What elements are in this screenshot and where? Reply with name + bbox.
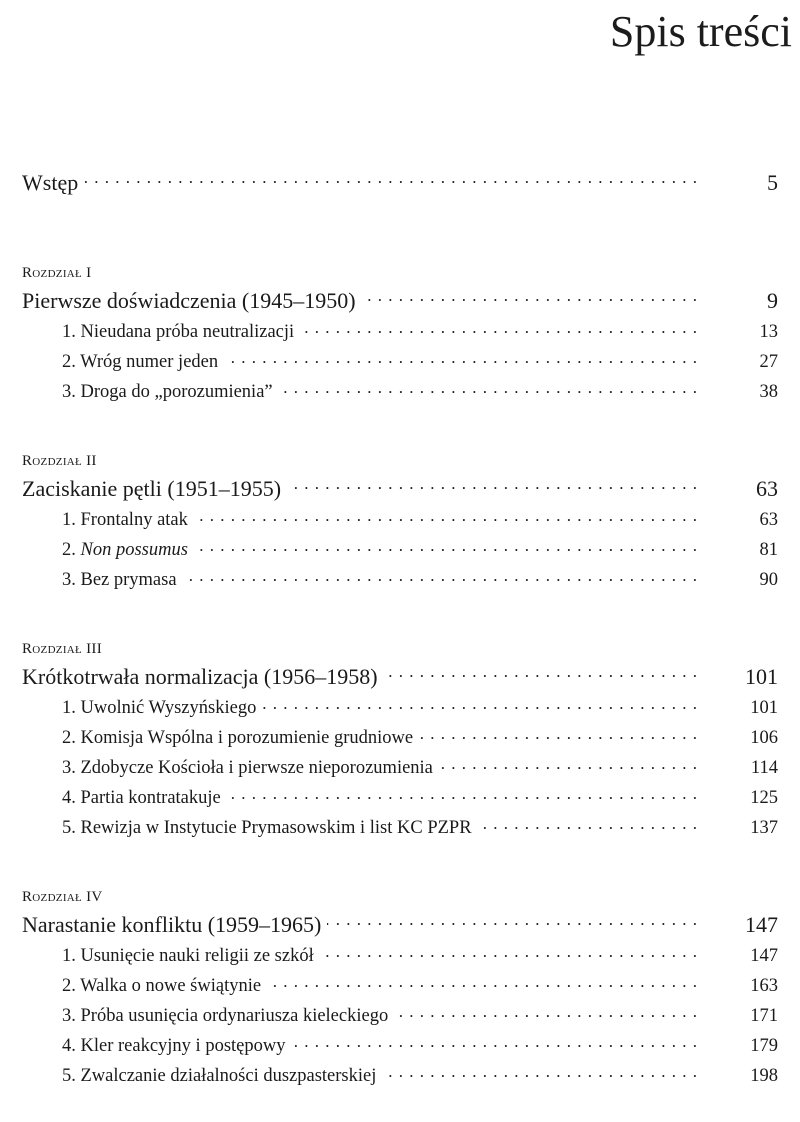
toc-entry-label: 2. Walka o nowe świątynie — [62, 975, 262, 996]
chapter-block — [22, 636, 782, 844]
toc-section-entry[interactable] — [22, 506, 782, 536]
section-number: 2. — [62, 539, 81, 560]
toc-entry-label: 1. Usunięcie nauki religii ze szkół — [62, 945, 314, 966]
toc-entry-page: 63 — [759, 509, 778, 530]
toc-section-entry[interactable] — [22, 1062, 782, 1092]
toc-entry-label: Narastanie konfliktu (1959–1965) — [22, 912, 322, 937]
toc-entry-intro[interactable] — [22, 168, 782, 202]
toc-entry-label: 5. Zwalczanie działalności duszpasterskiej — [62, 1065, 377, 1086]
toc-section-entry[interactable] — [22, 754, 782, 784]
toc-entry-page: 198 — [750, 1065, 778, 1086]
toc-section-entry[interactable] — [22, 1002, 782, 1032]
dot-leader — [300, 318, 698, 337]
chapter-block — [22, 448, 782, 596]
toc-entry-page: 137 — [750, 817, 778, 838]
toc-entry-label: 4. Kler reakcyjny i postępowy — [62, 1035, 286, 1056]
toc-section-entry[interactable] — [22, 694, 782, 724]
toc-chapter-entry[interactable] — [22, 662, 782, 694]
toc-entry-page: 5 — [767, 170, 778, 195]
toc-entry-label: Wstęp — [22, 170, 79, 195]
toc-entry-label: 3. Próba usunięcia ordynariusza kieleckiego — [62, 1005, 389, 1026]
toc-section-entry[interactable] — [22, 318, 782, 348]
toc-entry-label: Krótkotrwała normalizacja (1956–1958) — [22, 664, 378, 689]
dot-leader — [183, 566, 698, 585]
chapter-label: Rozdział II — [22, 453, 97, 469]
toc-entry-page: 13 — [759, 321, 778, 342]
toc-entry-page: 114 — [750, 757, 778, 778]
dot-leader — [267, 972, 698, 991]
toc-entry-page: 179 — [750, 1035, 778, 1056]
toc-chapter-entry[interactable] — [22, 474, 782, 506]
toc-section-entry[interactable] — [22, 942, 782, 972]
toc-section-entry[interactable] — [22, 378, 782, 408]
dot-leader — [439, 754, 698, 773]
toc-entry-page: 106 — [750, 727, 778, 748]
dot-leader — [262, 694, 698, 713]
dot-leader — [194, 536, 698, 555]
toc-entry-label: 1. Frontalny atak — [62, 509, 188, 530]
toc-entry-page: 90 — [759, 569, 778, 590]
dot-leader — [224, 348, 698, 367]
toc-chapter-entry[interactable] — [22, 910, 782, 942]
toc-entry-page: 81 — [759, 539, 778, 560]
toc-entry-page: 147 — [750, 945, 778, 966]
toc-entry-label: 2. Wróg numer jeden — [62, 351, 219, 372]
toc-section-entry[interactable] — [22, 348, 782, 378]
toc-section-entry[interactable] — [22, 566, 782, 596]
toc-section-entry[interactable] — [22, 1032, 782, 1062]
toc-entry-label: Zaciskanie pętli (1951–1955) — [22, 476, 282, 501]
table-of-contents — [22, 168, 782, 1092]
toc-entry-page: 101 — [745, 664, 778, 689]
dot-leader — [382, 1062, 698, 1081]
toc-entry-label: 5. Rewizja w Instytucie Prymasowskim i list KC PZPR — [62, 817, 472, 838]
toc-entry-label: Pierwsze doświadczenia (1945–1950) — [22, 288, 356, 313]
toc-entry-label: 3. Droga do „porozumienia” — [62, 381, 273, 402]
chapter-block — [22, 260, 782, 408]
dot-leader — [362, 286, 698, 308]
toc-entry-page: 38 — [759, 381, 778, 402]
toc-entry-label: 4. Partia kontratakuje — [62, 787, 221, 808]
toc-section-entry[interactable] — [22, 814, 782, 844]
dot-leader — [194, 506, 698, 525]
dot-leader — [394, 1002, 698, 1021]
toc-section-entry[interactable] — [22, 536, 782, 566]
dot-leader — [320, 942, 698, 961]
section-title-italic: Non possumus — [80, 539, 188, 560]
dot-leader — [84, 168, 698, 190]
toc-entry-label: 3. Zdobycze Kościoła i pierwsze nieporozumienia — [62, 757, 433, 778]
dot-leader — [227, 784, 698, 803]
dot-leader — [279, 378, 698, 397]
toc-entry-label: 1. Uwolnić Wyszyńskiego — [62, 697, 257, 718]
toc-entry-page: 125 — [750, 787, 778, 808]
toc-section-entry[interactable] — [22, 724, 782, 754]
toc-entry-page: 101 — [750, 697, 778, 718]
toc-entry-label: 2. Komisja Wspólna i porozumienie grudniowe — [62, 727, 414, 748]
toc-entry-page: 9 — [767, 288, 778, 313]
toc-entry-page: 63 — [756, 476, 778, 501]
chapter-block — [22, 884, 782, 1092]
toc-entry-page: 27 — [759, 351, 778, 372]
toc-entry-page: 147 — [745, 912, 778, 937]
toc-chapter-entry[interactable] — [22, 286, 782, 318]
chapter-label: Rozdział I — [22, 265, 92, 281]
dot-leader — [287, 474, 698, 496]
dot-leader — [478, 814, 698, 833]
toc-section-entry[interactable] — [22, 972, 782, 1002]
dot-leader — [327, 910, 698, 932]
dot-leader — [291, 1032, 698, 1051]
toc-entry-page: 163 — [750, 975, 778, 996]
dot-leader — [384, 662, 698, 684]
dot-leader — [419, 724, 698, 743]
toc-section-entry[interactable] — [22, 784, 782, 814]
page-title: Spis treści — [609, 7, 792, 56]
toc-entry-page: 171 — [750, 1005, 778, 1026]
toc-entry-label: 3. Bez prymasa — [62, 569, 177, 590]
chapter-label: Rozdział IV — [22, 889, 103, 905]
chapter-label: Rozdział III — [22, 641, 102, 657]
toc-entry-label: 1. Nieudana próba neutralizacji — [62, 321, 295, 342]
toc-entry-label — [62, 540, 194, 561]
